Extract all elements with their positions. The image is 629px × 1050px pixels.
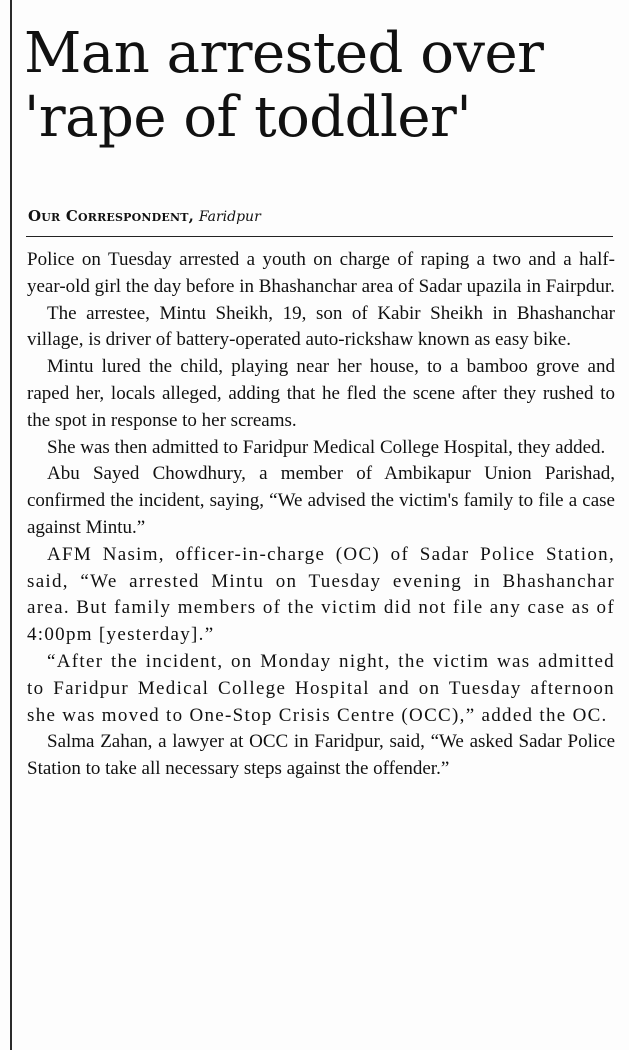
headline-line-2: 'rape of toddler' <box>24 85 472 150</box>
headline-line-1: Man arrested over <box>24 21 544 86</box>
byline <box>28 206 618 227</box>
article-paragraph-4: She was then admitted to Faridpur Medical College Hospital, they added. <box>47 436 606 458</box>
article-paragraph-6: AFM Nasim, officer-in-charge (OC) of Sadar Police Station, said, “We arrested Mintu on Tuesday evening in Bhashanchar area. But family members of the victim did not file any case as of 4:00pm [yesterday].” <box>27 543 615 646</box>
article-paragraph-8: Salma Zahan, a lawyer at OCC in Faridpur, said, “We asked Sadar Police Station to take all necessary steps against the offender.” <box>27 731 615 780</box>
article-paragraph-3: Mintu lured the child, playing near her house, to a bamboo grove and raped her, locals alleged, adding that he fled the scene after they rushed to the spot in response to her screams. <box>27 356 615 431</box>
byline-place: Faridpur <box>198 209 261 225</box>
column-divider-rule <box>10 0 12 1050</box>
byline-divider <box>26 236 613 237</box>
article-paragraph-1: Police on Tuesday arrested a youth on charge of raping a two and a half-year-old girl the day before in Bhashanchar area of Sadar upazila in Fairpdur. <box>27 249 615 297</box>
headline <box>24 22 624 150</box>
article-paragraph-2: The arrestee, Mintu Sheikh, 19, son of Kabir Sheikh in Bhashanchar village, is driver of battery-operated auto-rickshaw known as easy bike. <box>27 302 615 351</box>
article-paragraph-7: “After the incident, on Monday night, the victim was admitted to Faridpur Medical College Hospital and on Tuesday afternoon she was moved to One-Stop Crisis Centre (OCC),” added the OC. <box>27 650 615 726</box>
article-paragraph-5: Abu Sayed Chowdhury, a member of Ambikapur Union Parishad, confirmed the incident, saying, “We advised the victim's family to file a case against Mintu.” <box>27 463 615 538</box>
byline-author: Our Correspondent, <box>28 207 195 225</box>
article-body <box>27 247 615 783</box>
